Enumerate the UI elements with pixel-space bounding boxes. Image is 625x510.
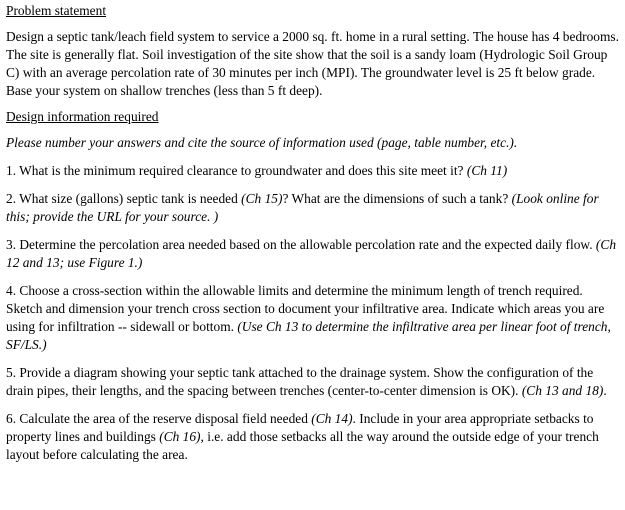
question-3-ref: (Ch 12 and 13; use Figure 1.) [6,237,617,270]
question-2-text-a: 2. What size (gallons) septic tank is needed [6,191,242,206]
question-6-text-a: 6. Calculate the area of the reserve disposal field needed [6,411,312,426]
question-4-ref: (Use Ch 13 to determine the infiltrative area per linear foot of trench, SF/LS.) [6,319,611,352]
instructions-text: Please number your answers and cite the source of information used (page, table number, etc.). [6,135,518,150]
problem-statement-heading: Problem statement [6,3,107,18]
question-6-ref-b: (Ch 16) [159,429,201,444]
question-1 [6,162,619,180]
instructions [6,134,619,152]
question-3-text: 3. Determine the percolation area needed based on the allowable percolation rate and the expected daily flow. [6,237,596,252]
question-3 [6,236,619,272]
question-5 [6,364,619,400]
problem-description: Design a septic tank/leach field system to service a 2000 sq. ft. home in a rural setting. The house has 4 bedrooms. The site is generally flat. Soil investigation of the site show that the soil is a sandy loam (Hydrologic Soil Group C) with an average percolation rate of 30 minutes per inch (MPI). The groundwater level is 25 ft below grade. Base your system on shallow trenches (less than 5 ft deep). [6,29,619,98]
question-5-ref: (Ch 13 and 18) [521,383,604,398]
design-info-heading: Design information required [6,109,159,124]
question-6 [6,410,619,464]
question-4 [6,282,619,354]
question-2-ref-a: (Ch 15) [241,191,283,206]
question-2-text-b: ? What are the dimensions of such a tank? [282,191,512,206]
question-2-ref-b: (Look online for this; provide the URL for your source. ) [6,191,599,224]
question-5-tail: . [603,383,607,398]
question-6-text-c: , i.e. add those setbacks all the way around the outside edge of your trench layout before calculating the area. [6,429,599,462]
question-1-text: 1. What is the minimum required clearance to groundwater and does this site meet it? [6,163,467,178]
question-6-ref-a: (Ch 14) [311,411,353,426]
question-4-text: 4. Choose a cross-section within the allowable limits and determine the minimum length of trench required. Sketch and dimension your trench cross section to document your infiltrative area. Indicate which areas you are using for infiltration -- sidewall or bottom. [6,283,605,334]
question-6-text-b: . Include in your area appropriate setbacks to property lines and buildings [6,411,594,444]
question-2 [6,190,619,226]
question-5-text: 5. Provide a diagram showing your septic tank attached to the drainage system. Show the configuration of the drain pipes, their lengths, and the spacing between trenches (center-to-center dimension is OK). [6,365,594,398]
question-1-ref: (Ch 11) [466,163,508,178]
